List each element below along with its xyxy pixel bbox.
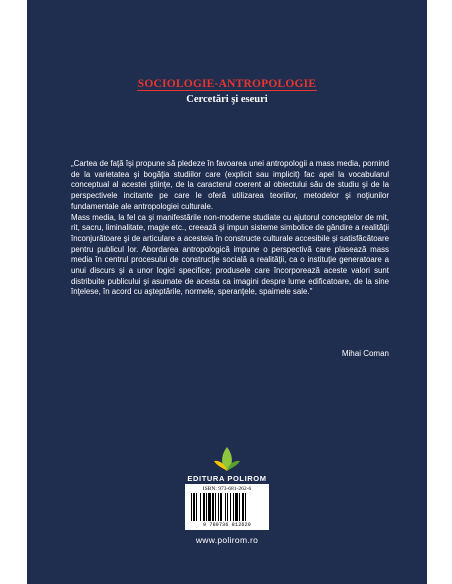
barcode-bars: [191, 493, 263, 521]
blurb-paragraph: Mass media, la fel ca şi manifestările non-moderne studiate cu ajutorul conceptelor de mit, rit, sacru, liminalitate, magie etc., creează şi impun sisteme simbolice de gândire a realităţii înconjurătoare şi de articulare a acesteia în constructe culturale accesibile şi satisfăcătoare pentru publicul lor. Abordarea antropologică impune o perspectivă care plasează mass media în centrul procesului de construcţie socială a realităţii, ca o instituţie generatoare a unui discurs şi a unor logici specifice; produsele care încorporează aceste valori sunt distribuite publicului şi asumate de acesta ca imagini despre lume edificatoare, de la sine înţelese, în acord cu aşteptările, normele, speranţele, spaimele sale.": [71, 212, 389, 297]
barcode-stripe: [208, 493, 211, 521]
barcode-stripe: [193, 493, 195, 521]
publisher-name: EDITURA POLIROM: [187, 474, 267, 483]
barcode-stripe: [242, 493, 244, 521]
barcode-stripe: [233, 493, 234, 521]
back-cover: [27, 0, 427, 584]
polirom-leaf-icon: [211, 444, 243, 474]
barcode-stripe: [235, 493, 238, 521]
barcode-stripe: [225, 493, 226, 521]
barcode-stripe: [220, 493, 222, 521]
barcode-stripe: [206, 493, 207, 521]
barcode-stripe: [230, 493, 231, 521]
barcode-stripe: [191, 493, 192, 521]
barcode-stripe: [200, 493, 201, 521]
ean-number: 9 789736 812620: [202, 522, 251, 528]
publisher-website: www.polirom.ro: [195, 535, 259, 545]
barcode-stripe: [203, 493, 205, 521]
barcode-stripe: [245, 493, 246, 521]
isbn-number: ISBN: 973-681-262-6: [202, 486, 252, 492]
barcode-stripe: [218, 493, 219, 521]
barcode: [185, 484, 269, 530]
barcode-stripe: [239, 493, 240, 521]
barcode-stripe: [227, 493, 228, 521]
series-subtitle: Cercetări şi eseuri: [186, 94, 268, 105]
barcode-stripe: [196, 493, 197, 521]
barcode-stripe: [212, 493, 214, 521]
blurb-paragraph: „Cartea de faţă îşi propune să pledeze în favoarea unei antropologii a mass media, pornind de la varietatea şi bogăţia studiilor care (explicit sau implicit) fac apel la vocabularul conceptual al acestei ştiinţe, de la caracterul coerent al obiectului său de studiu şi de la perspectivele incitante pe care le oferă utilizarea teoriilor, metodelor şi noţiunilor fundamentale ale antropologiei culturale.: [71, 159, 390, 211]
barcode-stripe: [215, 493, 216, 521]
series-title: SOCIOLOGIE-ANTROPOLOGIE: [137, 78, 317, 90]
blurb-text: [71, 159, 389, 298]
author-name: Mihai Coman: [341, 349, 389, 358]
